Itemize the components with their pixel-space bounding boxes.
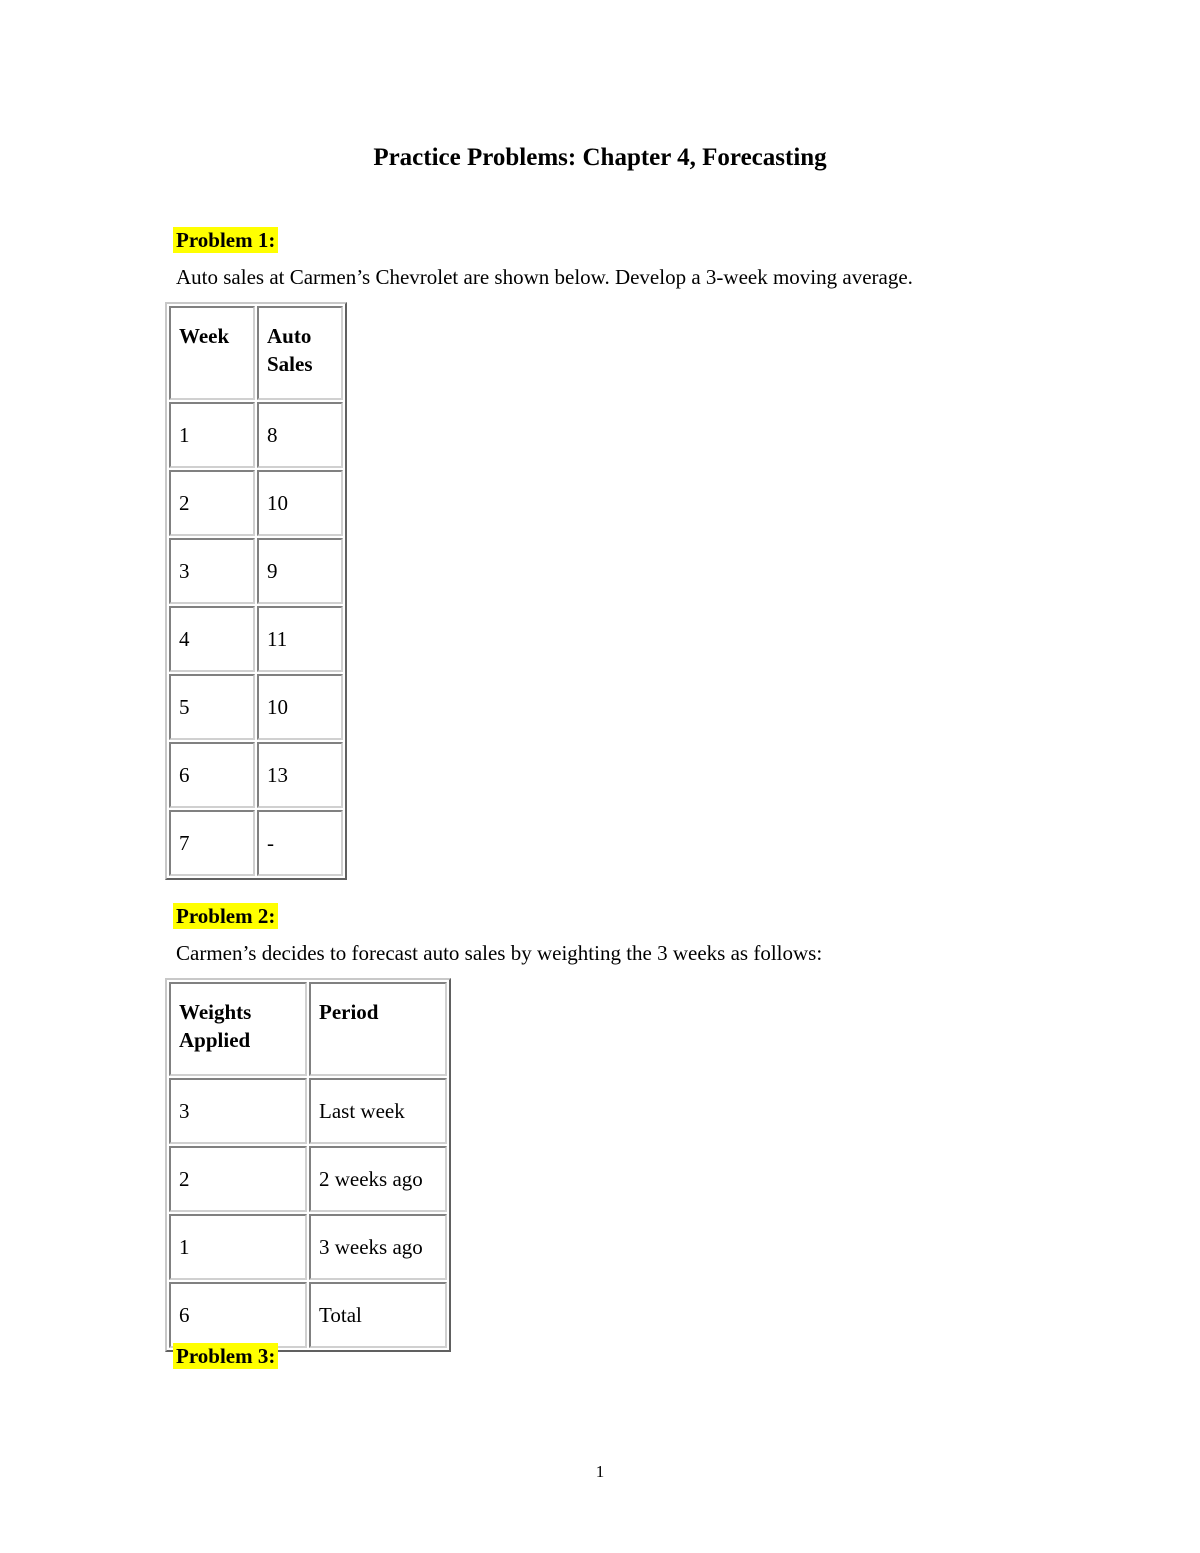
column-header-weights-applied: Weights Applied: [169, 982, 307, 1076]
problem-1-heading: Problem 1:: [173, 227, 278, 253]
weights-table: [165, 978, 451, 1352]
page-number: 1: [595, 1462, 605, 1481]
table-row: [169, 1078, 447, 1144]
auto-sales-cell: 8: [257, 402, 343, 468]
week-cell: 5: [169, 674, 255, 740]
table-row: [169, 402, 343, 468]
auto-sales-cell: -: [257, 810, 343, 876]
table-row: [169, 606, 343, 672]
auto-sales-cell: 13: [257, 742, 343, 808]
problem-2-heading: Problem 2:: [173, 903, 278, 929]
week-cell: 2: [169, 470, 255, 536]
table-row: [169, 538, 343, 604]
document-title: Practice Problems: Chapter 4, Forecasting: [373, 144, 827, 171]
problem-3-heading: Problem 3:: [173, 1343, 278, 1369]
column-header-period: Period: [309, 982, 447, 1076]
week-cell: 6: [169, 742, 255, 808]
table-row: [169, 674, 343, 740]
column-header-week: Week: [169, 306, 255, 400]
period-cell: Total: [309, 1282, 447, 1348]
week-cell: 4: [169, 606, 255, 672]
problem-2-text: Carmen’s decides to forecast auto sales by weighting the 3 weeks as follows:: [176, 941, 823, 965]
weight-cell: 3: [169, 1078, 307, 1144]
problem-1-text: Auto sales at Carmen’s Chevrolet are shown below. Develop a 3-week moving average.: [176, 265, 913, 289]
weight-cell: 2: [169, 1146, 307, 1212]
table-row: [169, 1282, 447, 1348]
table-header-row: [169, 982, 447, 1076]
week-cell: 1: [169, 402, 255, 468]
table-row: [169, 1214, 447, 1280]
auto-sales-table: [165, 302, 347, 880]
week-cell: 3: [169, 538, 255, 604]
table-row: [169, 742, 343, 808]
table-row: [169, 1146, 447, 1212]
table-row: [169, 810, 343, 876]
period-cell: 2 weeks ago: [309, 1146, 447, 1212]
weight-cell: 1: [169, 1214, 307, 1280]
auto-sales-cell: 9: [257, 538, 343, 604]
weight-cell: 6: [169, 1282, 307, 1348]
period-cell: Last week: [309, 1078, 447, 1144]
table-row: [169, 470, 343, 536]
auto-sales-cell: 11: [257, 606, 343, 672]
column-header-auto-sales: Auto Sales: [257, 306, 343, 400]
auto-sales-cell: 10: [257, 470, 343, 536]
period-cell: 3 weeks ago: [309, 1214, 447, 1280]
week-cell: 7: [169, 810, 255, 876]
table-header-row: [169, 306, 343, 400]
auto-sales-cell: 10: [257, 674, 343, 740]
